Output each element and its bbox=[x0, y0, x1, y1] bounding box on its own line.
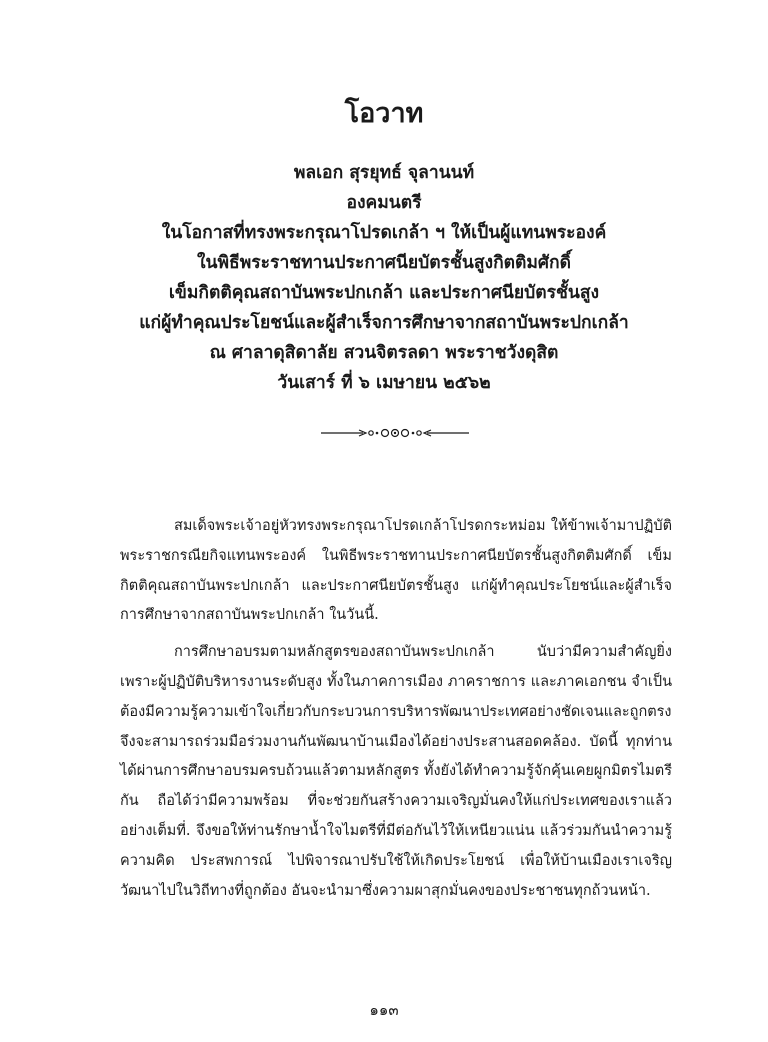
date-line: วันเสาร์ ที่ ๖ เมษายน ๒๕๖๒ bbox=[277, 373, 491, 393]
paragraph-2: การศึกษาอบรมตามหลักสูตรของสถาบันพระปกเกล้า นับว่ามีความสำคัญยิ่ง เพราะผู้ปฏิบัติบริหารงานระดับสูง ทั้งในภาคการเมือง ภาคราชการ และภาคเอกชน จำเป็นต้องมีความรู้ความเข้าใจเกี่ยวกับกระบวนการบริหารพัฒนาประเทศอย่างชัดเจนและถูกตรง จึงจะสามารถร่วมมือร่วมงานกันพัฒนาบ้านเมืองได้อย่างประสานสอดคล้อง. บัดนี้ ทุกท่านได้ผ่านการศึกษาอบรมครบถ้วนแล้วตามหลักสูตร ทั้งยังได้ทำความรู้จักคุ้นเคยผูกมิตรไมตรีกัน ถือได้ว่ามีความพร้อม ที่จะช่วยกันสร้างความเจริญมั่นคงให้แก่ประเทศของเราแล้วอย่างเต็มที่. จึงขอให้ท่านรักษาน้ำใจไมตรีที่มีต่อกันไว้ให้เหนียวแน่น แล้วร่วมกันนำความรู้ ความคิด ประสพการณ์ ไปพิจารณาปรับใช้ให้เกิดประโยชน์ เพื่อให้บ้านเมืองเราเจริญวัฒนาไปในวิถีทางที่ถูกต้อง อันจะนำมาซึ่งความผาสุกมั่นคงของประชาชนทุกถ้วนหน้า. bbox=[120, 644, 672, 899]
speech-header bbox=[60, 158, 708, 398]
award-line: เข็มกิตติคุณสถาบันพระปกเกล้า และประกาศนียบัตรชั้นสูง bbox=[168, 283, 600, 303]
paragraph-1: สมเด็จพระเจ้าอยู่หัวทรงพระกรุณาโปรดเกล้าโปรดกระหม่อม ให้ข้าพเจ้ามาปฏิบัติพระราชกรณียกิจแทนพระองค์ ในพิธีพระราชทานประกาศนียบัตรชั้นสูงกิตติมศักดิ์ เข็มกิตติคุณสถาบันพระปกเกล้า และประกาศนียบัตรชั้นสูง แก่ผู้ทำคุณประโยชน์และผู้สำเร็จการศึกษาจากสถาบันพระปกเกล้า ในวันนี้. bbox=[120, 518, 672, 624]
speech-body bbox=[120, 512, 672, 913]
speaker-name: พลเอก สุรยุทธ์ จุลานนท์ bbox=[293, 163, 475, 183]
document-title: โอวาท bbox=[344, 98, 424, 129]
page-number: ๑๑๓ bbox=[369, 1001, 399, 1019]
venue-line: ณ ศาลาดุสิดาลัย สวนจิตรลดา พระราชวังดุสิต bbox=[209, 343, 559, 363]
recipients-line: แก่ผู้ทำคุณประโยชน์และผู้สำเร็จการศึกษาจากสถาบันพระปกเกล้า bbox=[139, 313, 629, 333]
speaker-position: องคมนตรี bbox=[346, 193, 422, 213]
ceremony-line: ในพิธีพระราชทานประกาศนียบัตรชั้นสูงกิตติมศักดิ์ bbox=[196, 253, 571, 273]
decorative-divider-icon bbox=[319, 424, 471, 442]
occasion-line: ในโอกาสที่ทรงพระกรุณาโปรดเกล้า ฯ ให้เป็นผู้แทนพระองค์ bbox=[161, 223, 607, 243]
